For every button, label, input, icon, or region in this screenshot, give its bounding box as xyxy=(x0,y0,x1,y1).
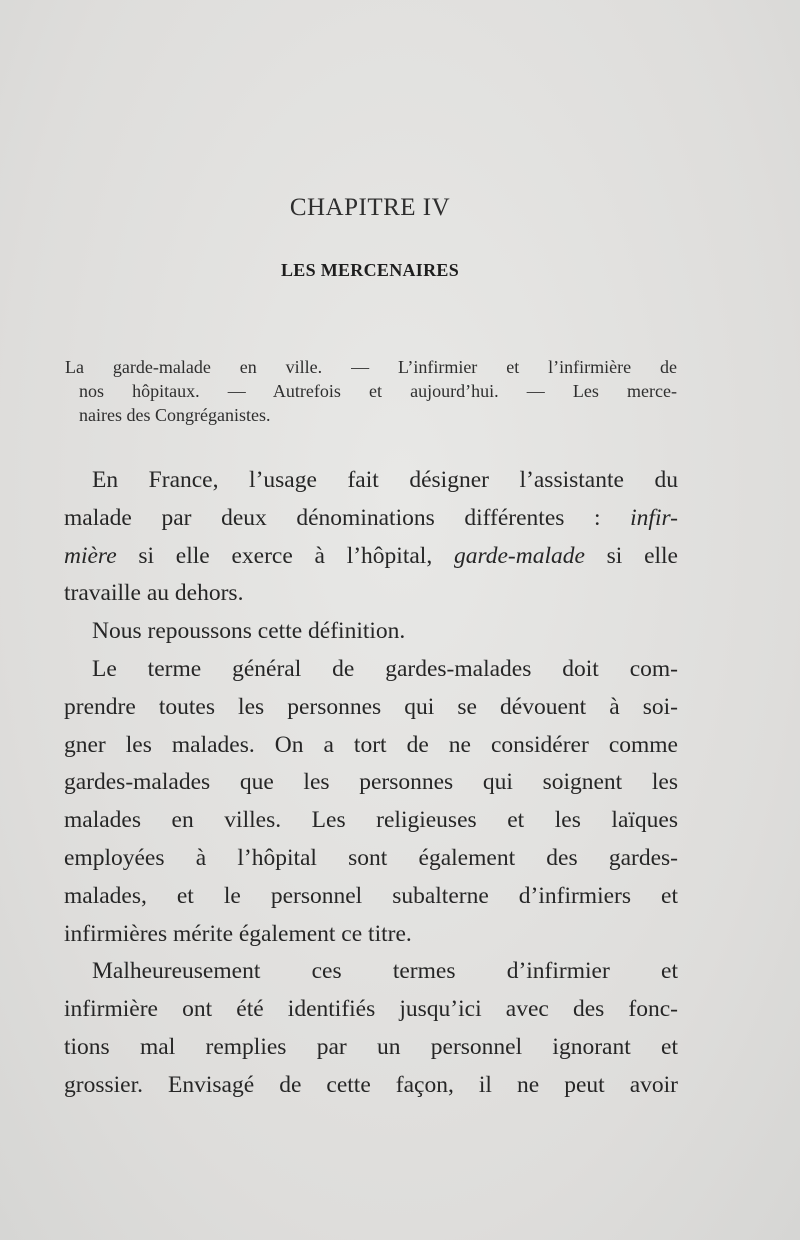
paragraph-line: Nous repoussons cette définition. xyxy=(92,618,406,645)
paragraph-line: malades, et le personnel subalterne d’infirmiers et xyxy=(64,882,678,909)
summary-line: nos hôpitaux. — Autrefois et aujourd’hui. — Les merce- xyxy=(79,381,677,401)
paragraph-line xyxy=(64,500,678,538)
paragraph-line: gner les malades. On a tort de ne considérer comme xyxy=(64,731,678,758)
chapter-heading: CHAPITRE IV xyxy=(289,194,451,221)
summary-line: naires des Congréganistes. xyxy=(79,405,271,425)
paragraph-line: En France, l’usage fait désigner l’assistante du xyxy=(92,467,678,493)
paragraph-line: infirmière ont été identifiés jusqu’ici avec des fonc- xyxy=(64,996,678,1023)
text-run: malade par deux dénominations différentes : xyxy=(64,504,631,531)
italic-run: garde-malade xyxy=(453,542,585,569)
paragraph-line: Malheureusement ces termes d’infirmier et xyxy=(92,958,678,985)
paragraph-line: employées à l’hôpital sont également des gardes- xyxy=(64,844,678,871)
paragraph-line: infirmières mérite également ce titre. xyxy=(64,920,412,947)
paragraph-line: grossier. Envisagé de cette façon, il ne peut avoir xyxy=(64,1071,678,1098)
paragraph-line: gardes-malades que les personnes qui soignent les xyxy=(64,769,678,796)
text-run: si elle xyxy=(584,542,678,569)
summary-line: La garde-malade en ville. — L’infirmier et l’infirmière de xyxy=(65,357,677,377)
paragraph-line: malades en villes. Les religieuses et les laïques xyxy=(64,807,678,834)
paragraph-line: tions mal remplies par un personnel ignorant et xyxy=(64,1033,678,1060)
chapter-summary xyxy=(65,355,677,427)
text-run: si elle exerce à l’hôpital, xyxy=(116,542,454,569)
paragraph-line: travaille au dehors. xyxy=(64,580,244,607)
paragraph-line: prendre toutes les personnes qui se dévouent à soi- xyxy=(64,693,678,720)
chapter-title: LES MERCENAIRES xyxy=(280,260,460,280)
body-text xyxy=(64,462,678,1105)
italic-run: mière xyxy=(64,542,117,569)
italic-run: infir- xyxy=(630,504,678,531)
paragraph-line xyxy=(64,538,678,576)
paragraph-line: Le terme général de gardes-malades doit com- xyxy=(92,655,678,682)
